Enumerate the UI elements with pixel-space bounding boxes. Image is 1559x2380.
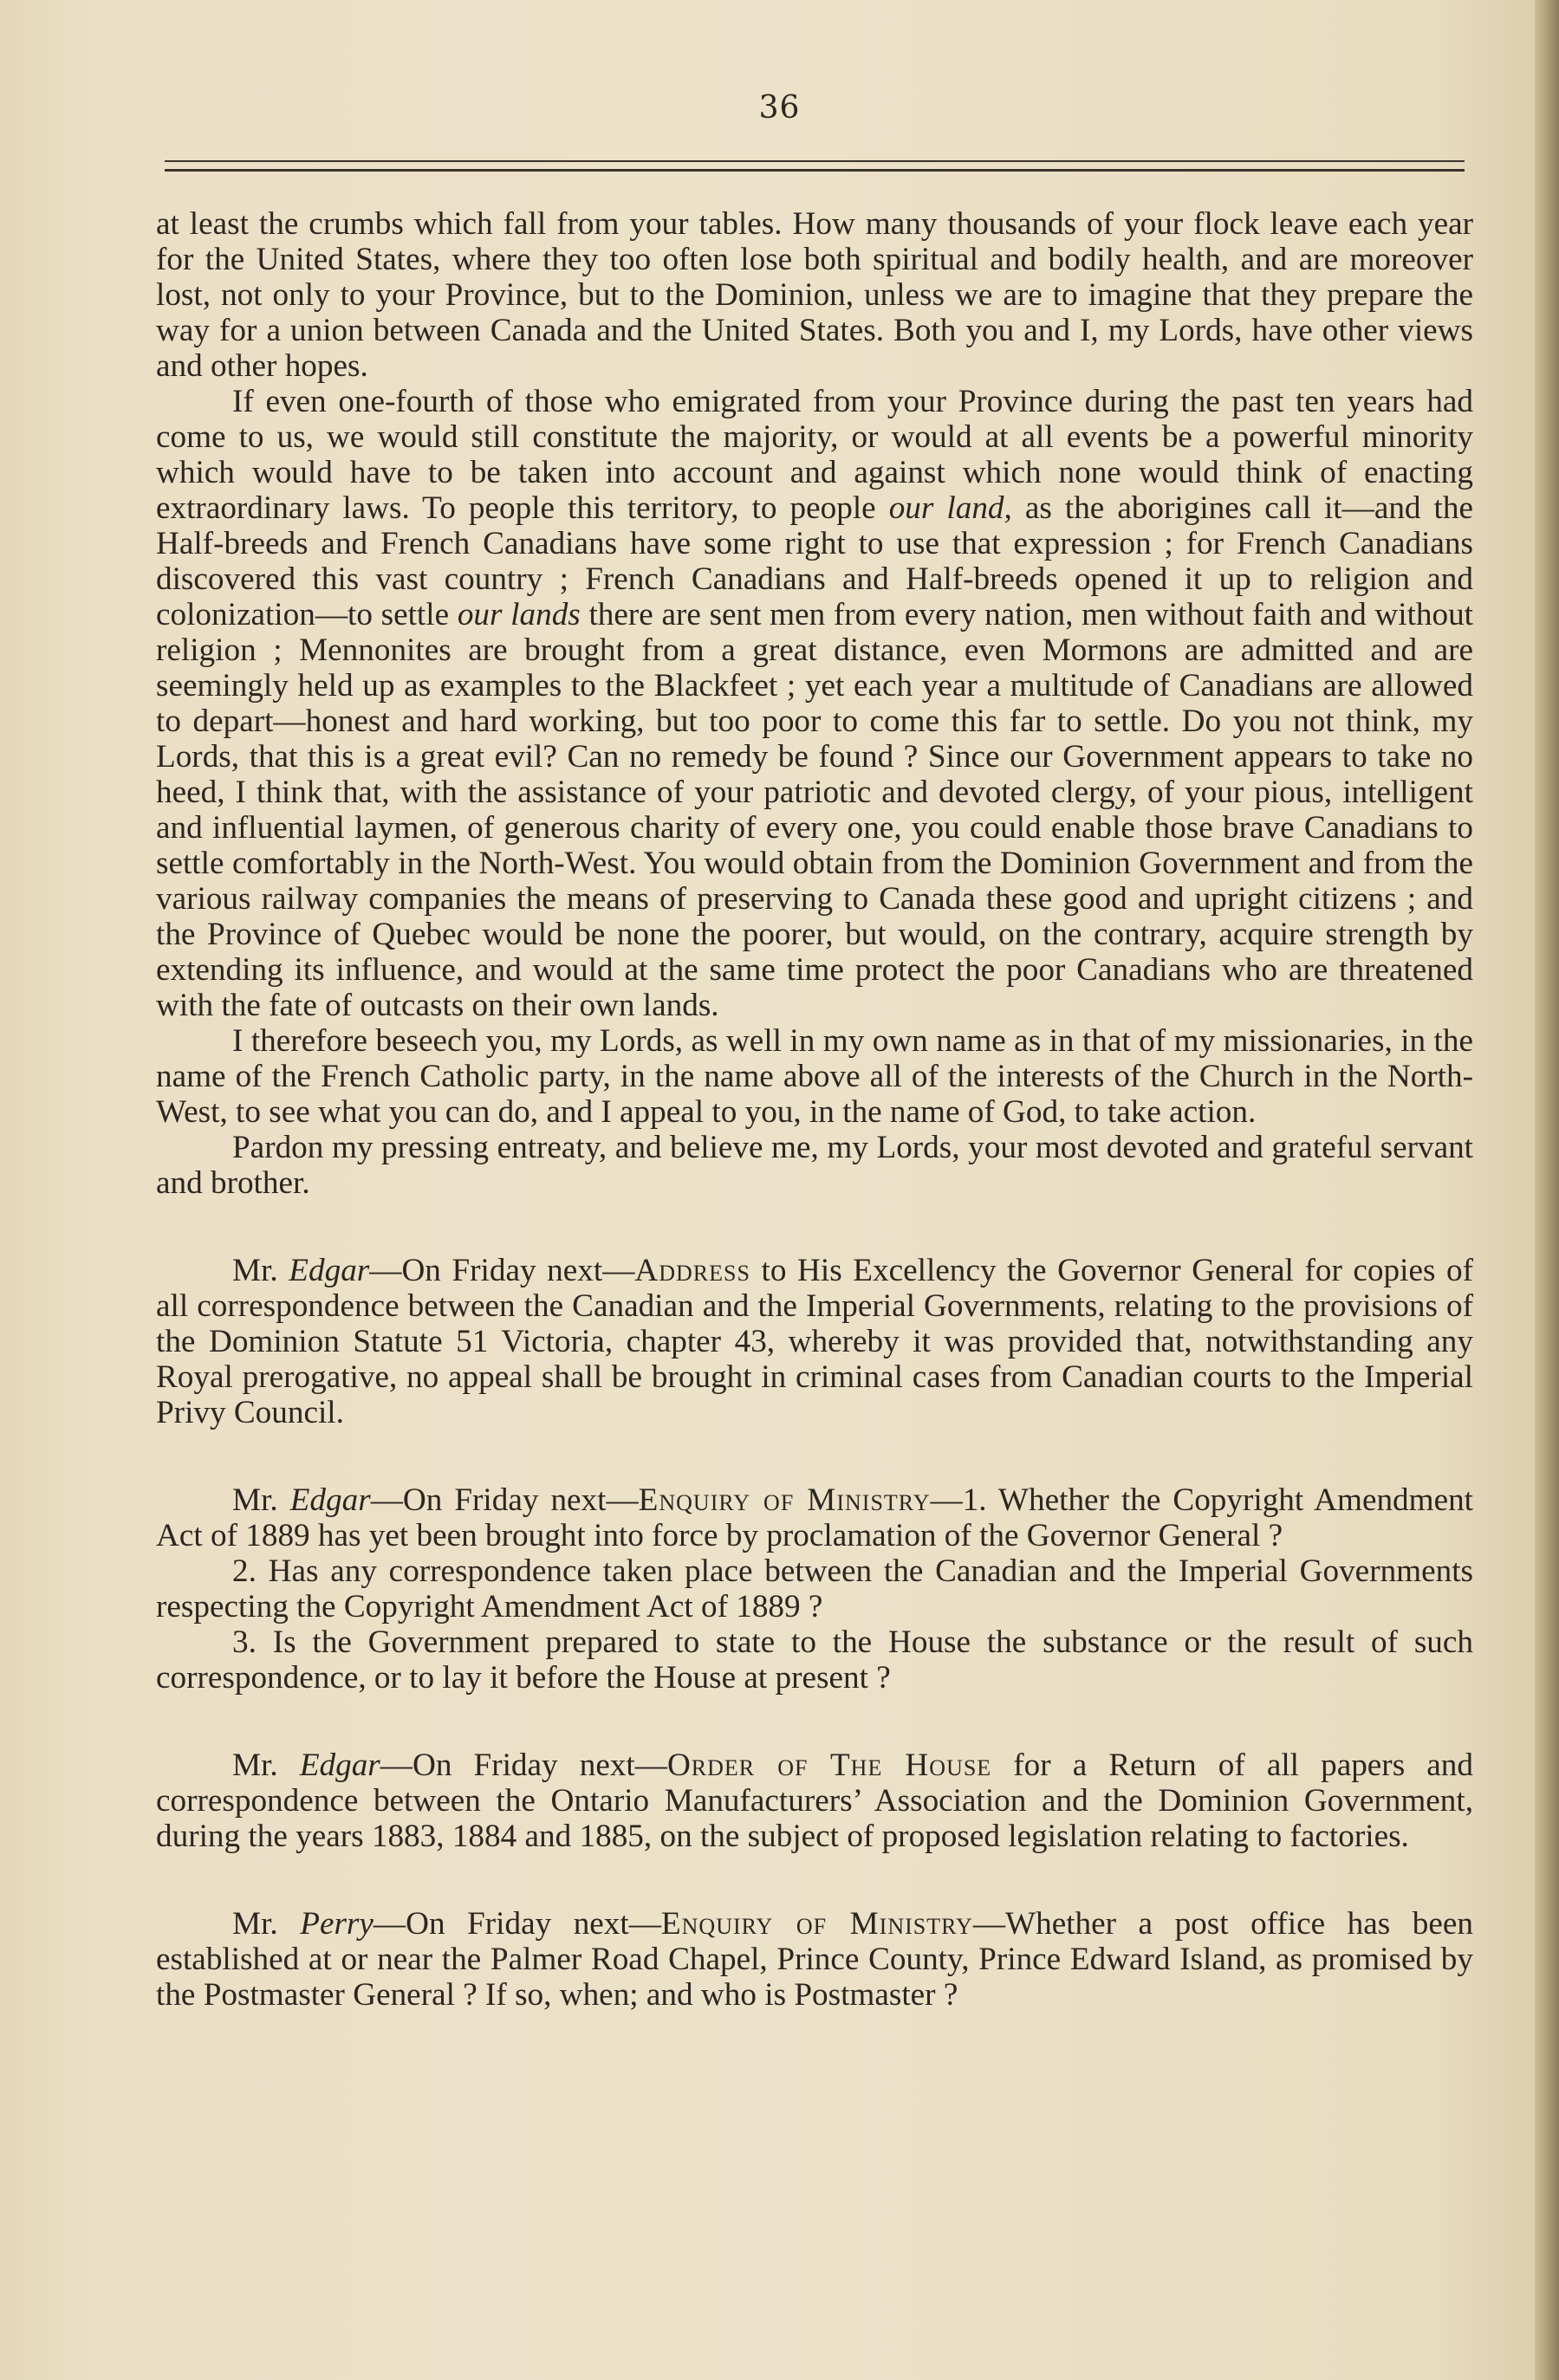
- member-name: Edgar: [289, 1253, 370, 1288]
- paragraph-text: as the aborigines call it—and the Half-breeds and French Canadians have some right to use that expression ; for French Canadians discovered this vast country ; French Canadians and Half-breeds opened it up to religion and colonization—to settle: [156, 490, 1473, 632]
- member-name: Perry: [300, 1906, 374, 1942]
- notice-question-3: 3. Is the Government prepared to state to the House the substance or the result of such correspondence, or to lay it before the House at present ?: [156, 1624, 1473, 1696]
- notice-kind: Enquiry of Ministry: [660, 1906, 973, 1942]
- paragraph-text: there are sent men from every nation, men without faith and without religion ; Mennonites are brought from a great distance, even Mormons are admitted and are seemingly held up as examples to the Blackfeet ; yet each year a multitude of Canadians are allowed to depart—honest and hard working, but too poor to come this far to settle. Do you not think, my Lords, that this is a great evil? Can no remedy be found ? Since our Government appears to take no heed, I think that, with the assistance of your patriotic and devoted clergy, of your pious, intelligent and influential laymen, of generous charity of every one, you could enable those brave Canadians to settle comfortably in the North-West. You would obtain from the Dominion Government and from the various railway companies the means of preserving to Canada these good and upright citizens ; and the Province of Quebec would be none the poorer, but would, on the contrary, acquire strength by extending its influence, and would at the same time protect the poor Canadians who are threatened with the fate of outcasts on their own lands.: [156, 597, 1474, 1023]
- paragraph-emigration: [156, 384, 1473, 1023]
- notice-prefix: Mr.: [232, 1748, 300, 1783]
- notice-prefix: Mr.: [232, 1253, 289, 1288]
- notice-kind: Order of The House: [666, 1748, 992, 1783]
- header-rule-thick: [165, 169, 1465, 172]
- notice-text: for a Return of all papers and correspondence between the Ontario Manufacturers’ Association and the Dominion Government, during the years 1883, 1884 and 1885, on the subject of proposed legislation relating to factories.: [156, 1748, 1473, 1854]
- italic-phrase: our lands: [457, 597, 581, 632]
- notice-order: [156, 1748, 1473, 1854]
- italic-phrase: our land,: [888, 490, 1012, 526]
- notice-enquiry-post-office: [156, 1906, 1473, 2013]
- paragraph-appeal: I therefore beseech you, my Lords, as well in my own name as in that of my missionaries, in the name of the French Catholic party, in the name above all of the interests of the Church in the North-West, to see what you can do, and I appeal to you, in the name of God, to take action.: [156, 1023, 1473, 1130]
- notice-text: —Whether a post office has been established at or near the Palmer Road Chapel, Prince County, Prince Edward Island, as promised by the Postmaster General ? If so, when; and who is Postmaster ?: [156, 1906, 1473, 2013]
- paragraph-closing: Pardon my pressing entreaty, and believe me, my Lords, your most devoted and grateful servant and brother.: [156, 1130, 1473, 1201]
- member-name: Edgar: [299, 1748, 380, 1783]
- notice-prefix: Mr.: [232, 1906, 301, 1942]
- notice-lead: —On Friday next—: [373, 1906, 661, 1942]
- body-text: [156, 206, 1473, 2013]
- notice-lead: —On Friday next—: [370, 1482, 639, 1518]
- notice-text: to His Excellency the Governor General for copies of all correspondence between the Canadian and the Imperial Governments, relating to the provisions of the Dominion Statute 51 Victoria, chapter 43, whereby it was provided that, notwithstanding any Royal prerogative, no appeal shall be brought in criminal cases from Canadian courts to the Imperial Privy Council.: [156, 1253, 1473, 1430]
- notice-kind: Address: [634, 1253, 750, 1288]
- notice-address: [156, 1253, 1473, 1430]
- notice-text: —1. Whether the Copyright Amendment Act of 1889 has yet been brought into force by proclamation of the Governor General ?: [156, 1482, 1473, 1553]
- notice-lead: —On Friday next—: [369, 1253, 635, 1288]
- notice-lead: —On Friday next—: [380, 1748, 667, 1783]
- header-rule-thin: [165, 160, 1465, 162]
- notice-question-2: 2. Has any correspondence taken place between the Canadian and the Imperial Governments respecting the Copyright Amendment Act of 1889 ?: [156, 1553, 1473, 1624]
- paragraph-text: If even one-fourth of those who emigrated from your Province during the past ten years had come to us, we would still constitute the majority, or would at all events be a powerful minority which would have to be taken into account and against which none would think of enacting extraordinary laws. To people this territory, to people: [156, 384, 1473, 526]
- paragraph-continuation: at least the crumbs which fall from your tables. How many thousands of your flock leave each year for the United States, where they too often lose both spiritual and bodily health, and are moreover lost, not only to your Province, but to the Dominion, unless we are to imagine that they prepare the way for a union between Canada and the United States. Both you and I, my Lords, have other views and other hopes.: [156, 206, 1473, 384]
- notice-kind: Enquiry of Ministry: [638, 1482, 931, 1518]
- notice-prefix: Mr.: [232, 1482, 290, 1518]
- notice-enquiry-copyright: [156, 1482, 1473, 1553]
- member-name: Edgar: [289, 1482, 371, 1518]
- page-edge: [1535, 0, 1559, 2380]
- page-number: 36: [758, 90, 801, 126]
